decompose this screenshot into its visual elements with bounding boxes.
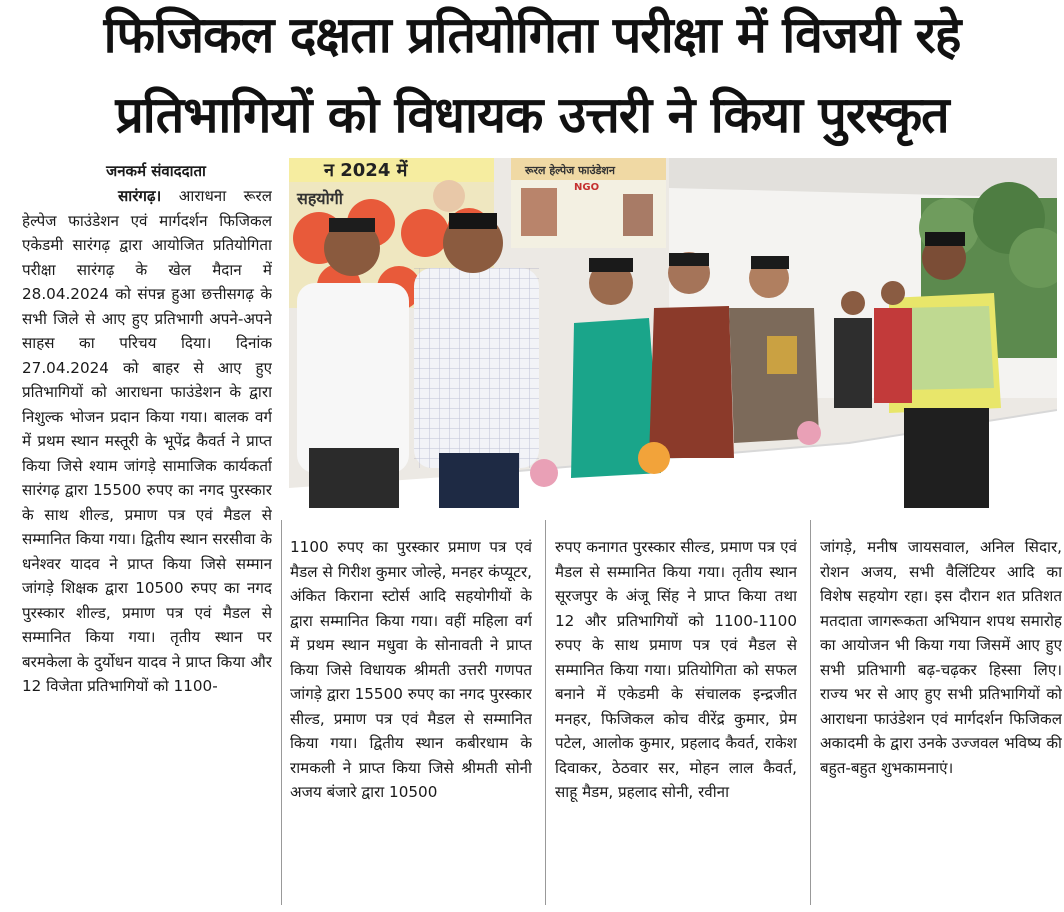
headline-line-2: प्रतिभागियों को विधायक उत्तरी ने किया पुरस्कृत — [115, 86, 949, 144]
article-column-3: रुपए कनागत पुरस्कार सील्ड, प्रमाण पत्र एवं मैडल से सम्मानित किया गया। तृतीय स्थान सूरजपुर के अंजू सिंह ने प्राप्त किया तथा 12 और प्रतिभागियों को 1100-1100 रुपए के साथ प्रमाण पत्र एवं मैडल से सम्मानित किया गया। प्रतियोगिता को सफल बनाने में एकेडमी के संचालक इन्द्रजीत मनहर, फिजिकल कोच वीरेंद्र कुमार, प्रेम पटेल, आलोक कुमार, प्रहलाद कैवर्त, राकेश दिवाकर, ठेठवार सर, मोहन लाल कैवर्त, साहू मैडम, प्रहलाद सोनी, रवीना — [555, 538, 797, 801]
banner-right-line2: NGO — [574, 182, 600, 193]
event-photo — [289, 158, 1057, 508]
banner-left-line2: सहयोगी — [297, 189, 343, 208]
trophy — [767, 336, 797, 374]
article-column-1 — [22, 160, 272, 900]
article-column-4: जांगड़े, मनीष जायसवाल, अनिल सिदार, रोशन अजय, सभी वैलिंटियर आदि का विशेष सहयोग रहा। इस दौरान शत प्रतिशत मतदाता जागरूकता अभियान शपथ समारोह का आयोजन भी किया गया जिसमें आए हुए सभी प्रतिभागी बढ़-चढ़कर हिस्सा लिए। राज्य भर से आए हुए सभी प्रतिभागियों को आराधना फाउंडेशन एवं मार्गदर्शन फिजिकल अकादमी के द्वारा उनके उज्जवल भविष्य की बहुत-बहुत शुभकामनाएं। — [820, 538, 1062, 777]
banner-right-line1: रूरल हेल्पेज फाउंडेशन — [525, 164, 615, 177]
article-column-2: 1100 रुपए का पुरस्कार प्रमाण पत्र एवं मैडल से गिरीश कुमार जोल्हे, मनहर कंप्यूटर, अंकित किराना स्टोर्स आदि सहयोगीयों के द्वारा सम्मानित किया गया। वहीं महिला वर्ग में प्रथम स्थान मधुवा के सोनावती ने प्राप्त किया जिसे विधायक श्रीमती उत्तरी गणपत जांगड़े द्वारा 15500 रुपए का नगद पुरस्कार सील्ड, प्रमाण पत्र एवं मैडल से सम्मानित किया गया। द्वितीय स्थान कबीरधाम के रामकली ने प्राप्त किया जिसे श्रीमती सोनी अजय बंजारे द्वारा 10500 — [290, 538, 532, 801]
article-text-1: आराधना रूरल हेल्पेज फाउंडेशन एवं मार्गदर्शन फिजिकल एकेडमी सारंगढ़ द्वारा आयोजित प्रतियोगिता परीक्षा सारंगढ़ के खेल मैदान में 28.04.2024 को संपन्न हुआ छत्तीसगढ़ के सभी जिले से आए हुए प्रतिभागी अपने-अपने साहस का परिचय दिया। दिनांक 27.04.2024 को बाहर से आए हुए प्रतिभागियों को आराधना फाउंडेशन के द्वारा निशुल्क भोजन प्रदान किया गया। बालक वर्ग में प्रथम स्थान मस्तूरी के भूपेंद्र कैवर्त ने प्राप्त किया जिसे श्याम जांगड़े सामाजिक कार्यकर्ता सारंगढ़ द्वारा 15500 रुपए का नगद पुरस्कार के साथ शील्ड, प्रमाण पत्र एवं मैडल से सम्मानित किया गया। द्वितीय स्थान सरसीवा के धनेश्वर यादव ने प्राप्त किया जिसे सम्मान जांगड़े शिक्षक द्वारा 10500 रुपए का नगद पुरस्कार शील्ड, प्रमाण पत्र एवं मैडल से सम्मानित किया गया। तृतीय स्थान पर बरमकेला के दुर्योधन यादव ने प्राप्त किया और 12 विजेता प्रतिभागियों को 1100- — [22, 187, 272, 695]
banner-left-line1: न 2024 में — [324, 160, 408, 181]
byline: जनकर्म संवाददाता — [106, 162, 206, 180]
dateline: सारंगढ़। — [118, 187, 162, 205]
column-divider — [281, 520, 282, 905]
flower-bouquet-1 — [530, 459, 558, 487]
headline-line-1: फिजिकल दक्षता प्रतियोगिता परीक्षा में विजयी रहे — [103, 6, 961, 64]
column-divider — [545, 520, 546, 905]
flower-bouquet-2 — [638, 442, 670, 474]
right-banner — [511, 158, 666, 248]
flower-bouquet-3 — [797, 421, 821, 445]
column-divider — [810, 520, 811, 905]
